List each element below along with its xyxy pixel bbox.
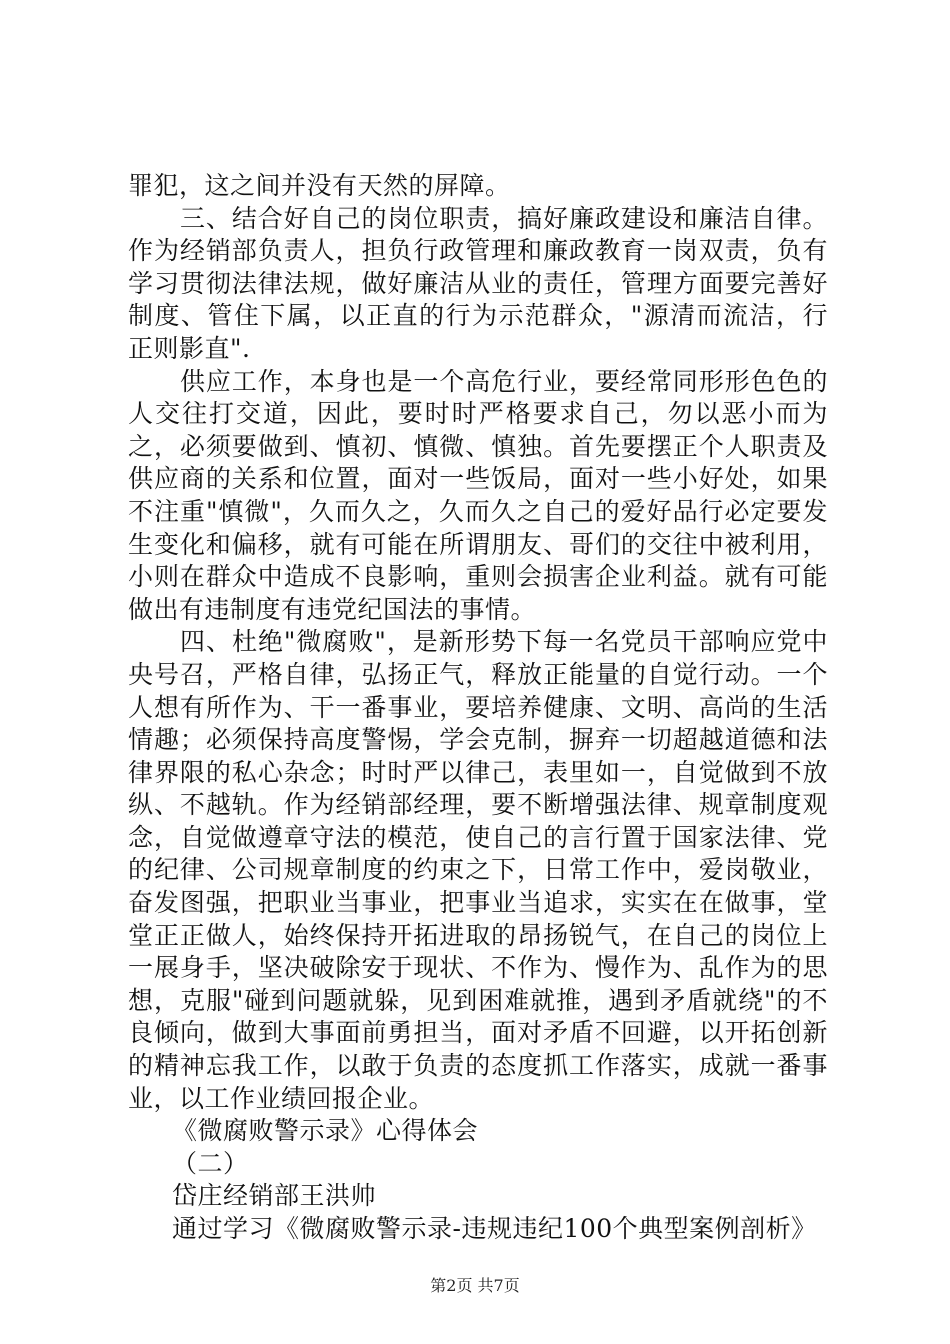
- page-footer: 第2页 共7页: [430, 1276, 520, 1295]
- document-body: [128, 170, 828, 1246]
- closing-line: 通过学习《微腐败警示录-违规违纪100个典型案例剖析》: [172, 1214, 817, 1243]
- paragraph-section-four: 四、杜绝"微腐败"，是新形势下每一名党员干部响应党中央号召，严格自律，弘扬正气，释放正能量的自觉行动。一个人想有所作为、干一番事业，要培养健康、文明、高尚的生活情趣；必须保持高度警惕，学会克制，摒弃一切超越道德和法律界限的私心杂念；时时严以律己，表里如一，自觉做到不放纵、不越轨。作为经销部经理，要不断增强法律、规章制度观念，自觉做遵章守法的模范，使自己的言行置于国家法律、党的纪律、公司规章制度的约束之下，日常工作中，爱岗敬业，奋发图强，把职业当事业，把事业当追求，实实在在做事，堂堂正正做人，始终保持开拓进取的昂扬锐气，在自己的岗位上一展身手，坚决破除安于现状、不作为、慢作为、乱作为的思想，克服"碰到问题就躲，见到困难就推，遇到矛盾就绕"的不良倾向，做到大事面前勇担当，面对矛盾不回避，以开拓创新的精神忘我工作，以敢于负责的态度抓工作落实，成就一番事业，以工作业绩回报企业。: [128, 627, 828, 1113]
- paragraph-continuation: 罪犯，这之间并没有天然的屏障。: [128, 171, 511, 200]
- section-title: 《微腐败警示录》心得体会: [172, 1116, 479, 1146]
- author-line: 岱庄经销部王洪帅: [172, 1181, 377, 1211]
- section-number: （二）: [172, 1148, 249, 1178]
- paragraph-supply-work: 供应工作，本身也是一个高危行业，要经常同形形色色的人交往打交道，因此，要时时严格要求自己，勿以恶小而为之，必须要做到、慎初、慎微、慎独。首先要摆正个人职责及供应商的关系和位置，面对一些饭局，面对一些小好处，如果不注重"慎微"，久而久之，久而久之自己的爱好品行必定要发生变化和偏移，就有可能在所谓朋友、哥们的交往中被利用，小则在群众中造成不良影响，重则会损害企业利益。就有可能做出有违制度有违党纪国法的事情。: [128, 366, 828, 624]
- paragraph-section-three: 三、结合好自己的岗位职责，搞好廉政建设和廉洁自律。作为经销部负责人，担负行政管理和廉政教育一岗双责，负有学习贯彻法律法规，做好廉洁从业的责任，管理方面要完善好制度、管住下属，以正直的行为示范群众，"源清而流洁，行正则影直".: [128, 203, 828, 363]
